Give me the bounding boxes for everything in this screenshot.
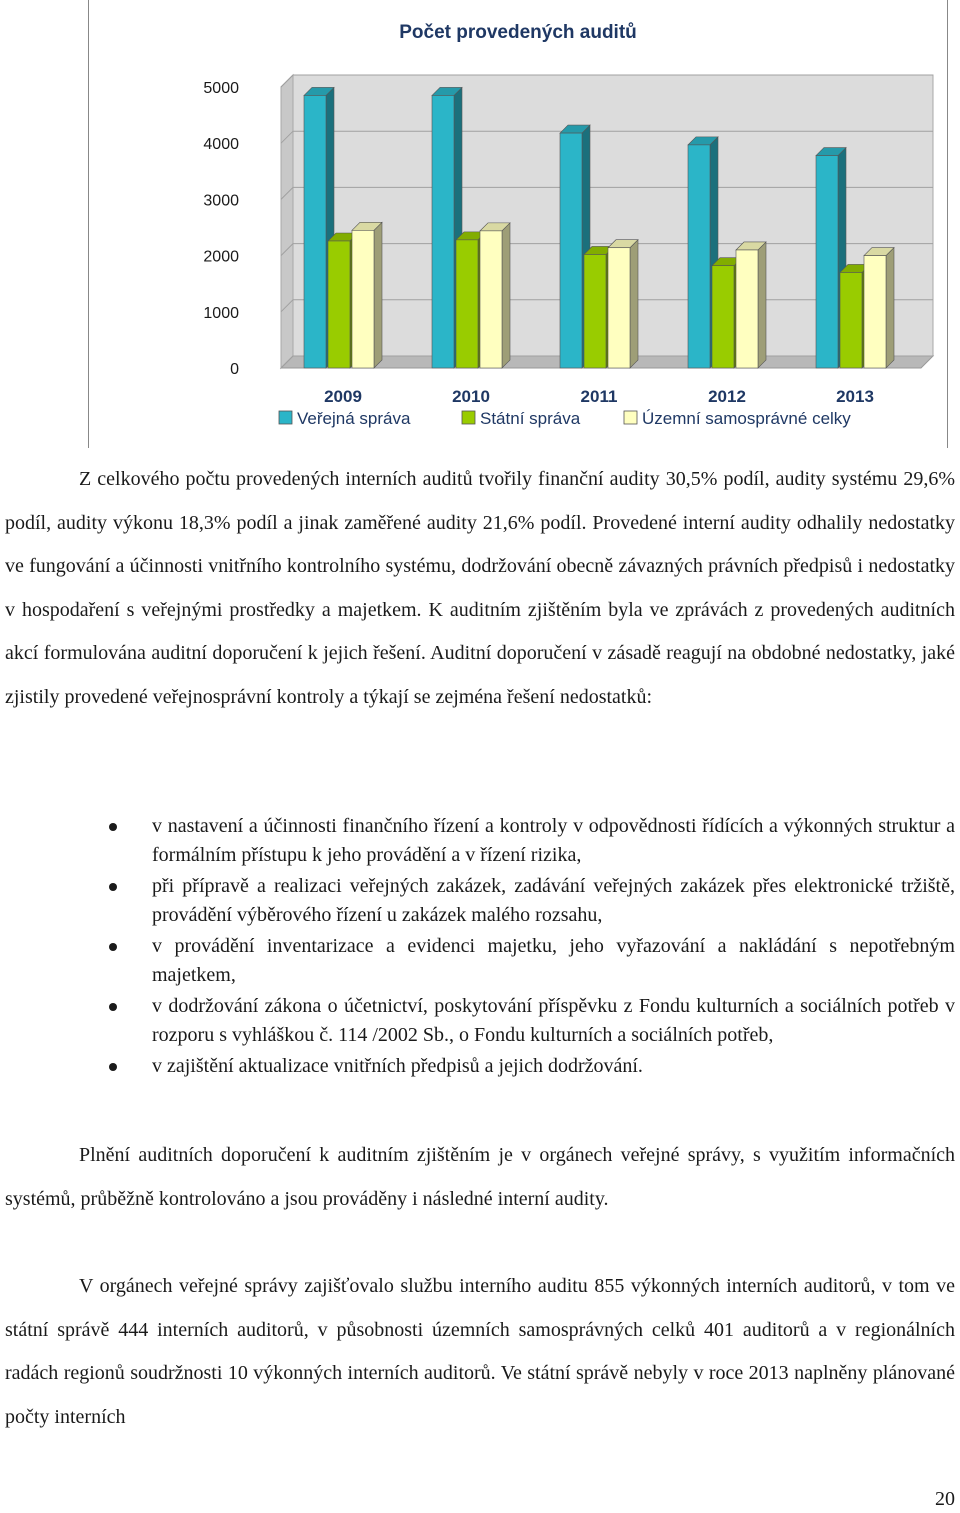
x-tick-label: 2013: [836, 387, 874, 406]
chart-container: [88, 0, 948, 448]
legend-label: Veřejná správa: [297, 409, 411, 428]
x-tick-label: 2011: [580, 387, 618, 406]
y-tick-label: 5000: [203, 80, 239, 97]
bullet-icon: [109, 943, 117, 951]
audit-count-chart: [89, 0, 947, 448]
x-tick-label: 2010: [452, 387, 490, 406]
list-item: v zajištění aktualizace vnitřních předpisů a jejich dodržování.: [0, 1052, 960, 1081]
bar-veřejná-2013: [816, 156, 838, 368]
y-tick-label: 1000: [203, 304, 239, 322]
bar-státní-2013: [840, 272, 862, 368]
bar-státní-2012: [712, 266, 734, 368]
chart-title: Počet provedených auditů: [399, 22, 637, 43]
bar-veřejná-2010: [432, 95, 454, 368]
bar-veřejná-2011: [560, 133, 582, 368]
legend-swatch: [462, 411, 475, 424]
bar-územní-2010: [480, 231, 502, 368]
bar-státní-2010: [456, 240, 478, 368]
bar-side-územní-2009: [374, 222, 382, 368]
list-item: v provádění inventarizace a evidenci majetku, jeho vyřazování a nakládání s nepotřebným majetkem,: [0, 932, 960, 990]
chart-side-wall: [281, 75, 293, 368]
bar-územní-2009: [352, 230, 374, 368]
paragraph-findings: [5, 458, 955, 719]
y-tick-label: 0: [230, 361, 239, 378]
list-item: v dodržování zákona o účetnictví, poskytování příspěvku z Fondu kulturních a sociálních potřeb v rozporu s vyhláškou č. 114 /2002 Sb., o Fondu kulturních a sociálních potřeb,: [0, 992, 960, 1050]
bar-státní-2009: [328, 241, 350, 368]
bar-veřejná-2012: [688, 145, 710, 368]
page-number: 20: [935, 1488, 955, 1510]
bullet-icon: [109, 823, 117, 831]
legend-swatch: [624, 411, 637, 424]
bar-side-územní-2013: [886, 248, 894, 368]
legend-swatch: [279, 411, 292, 424]
bullet-icon: [109, 883, 117, 891]
legend-label: Státní správa: [480, 409, 581, 428]
bar-územní-2013: [864, 256, 886, 368]
paragraph-recommendations: Plnění auditních doporučení k auditním zjištěním je v orgánech veřejné správy, s využitím informačních systémů, průběžně kontrolováno a jsou prováděny i následné interní audity.: [5, 1144, 955, 1210]
deficiency-list: [0, 812, 960, 1083]
legend-label: Územní samosprávné celky: [642, 409, 851, 428]
x-tick-label: 2009: [324, 387, 362, 406]
bullet-icon: [109, 1063, 117, 1071]
y-tick-label: 2000: [203, 248, 239, 266]
bar-státní-2011: [584, 254, 606, 368]
list-item: při přípravě a realizaci veřejných zakázek, zadávání veřejných zakázek přes elektronické tržiště, provádění výběrového řízení u zakázek malého rozsahu,: [0, 872, 960, 930]
paragraph-auditors: V orgánech veřejné správy zajišťovalo službu interního auditu 855 výkonných interních auditorů, v tom ve státní správě 444 interních auditorů, v působnosti územních samosprávných celků 401 auditorů a v regionálních radách regionů soudržnosti 10 výkonných interních auditorů. Ve státní správě nebyly v roce 2013 naplněny plánované počty interních: [5, 1275, 955, 1428]
bullet-icon: [109, 1003, 117, 1011]
y-tick-label: 3000: [203, 192, 239, 210]
bar-side-územní-2011: [630, 240, 638, 368]
bar-side-územní-2012: [758, 242, 766, 368]
bar-územní-2012: [736, 250, 758, 368]
x-tick-label: 2012: [708, 387, 746, 406]
bar-veřejná-2009: [304, 95, 326, 368]
y-tick-label: 4000: [203, 136, 239, 154]
bar-side-územní-2010: [502, 223, 510, 368]
paragraph-findings-text: Z celkového počtu provedených interních auditů tvořily finanční audity 30,5% podíl, audity systému 29,6% podíl, audity výkonu 18,3% podíl a jinak zaměřené audity 21,6% podíl. Provedené interní audity odhalily nedostatky ve fungování a účinnosti vnitřního kontrolního systému, dodržování obecně závazných právních předpisů i nedostatky v hospodaření s veřejnými prostředky a majetkem. K auditním zjištěním byla ve zprávách z provedených auditních akcí formulována auditní doporučení k jejich řešení. Auditní doporučení v zásadě reagují na obdobné nedostatky, jaké zjistily provedené veřejnosprávní kontroly a týkají se zejména řešení nedostatků:: [5, 468, 955, 708]
bar-územní-2011: [608, 248, 630, 368]
list-item: v nastavení a účinnosti finančního řízení a kontroly v odpovědnosti řídících a výkonných struktur a formálním přístupu k jeho provádění a v řízení rizika,: [0, 812, 960, 870]
